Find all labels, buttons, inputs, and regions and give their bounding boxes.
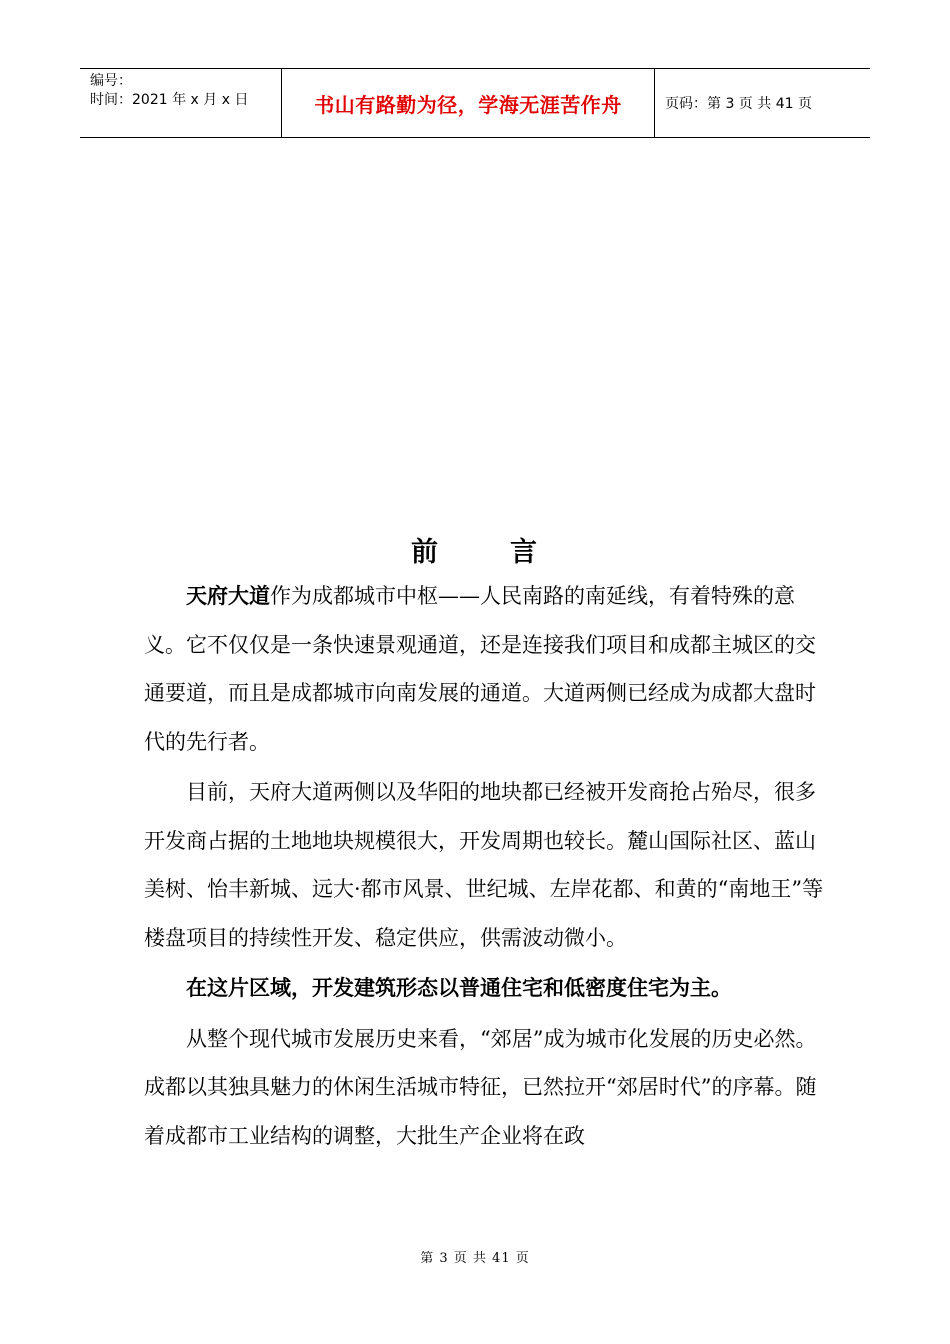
paragraph-3-emphasis: 在这片区域，开发建筑形态以普通住宅和低密度住宅为主。: [186, 975, 732, 1000]
page-footer: 第 3 页 共 41 页: [420, 1251, 530, 1266]
header-page-cell: [655, 69, 870, 137]
document-title: [0, 530, 950, 569]
serial-number-label: 编号：: [90, 73, 132, 89]
title-char-2: 言: [510, 537, 539, 568]
paragraph-1: [144, 572, 830, 766]
header-motto-cell: [282, 69, 655, 137]
document-body: [144, 572, 830, 1160]
paragraph-2: 目前，天府大道两侧以及华阳的地块都已经被开发商抢占殆尽，很多开发商占据的土地地块规模很大，开发周期也较长。麓山国际社区、蓝山美树、怡丰新城、远大·都市风景、世纪城、左岸花都、和黄的“南地王”等楼盘项目的持续性开发、稳定供应，供需波动微小。: [144, 780, 824, 950]
page-header: [80, 68, 870, 138]
motto-text: 书山有路勤为径，学海无涯苦作舟: [314, 92, 622, 117]
header-meta-cell: [80, 69, 282, 137]
paragraph-1-lead: 天府大道: [186, 583, 270, 608]
date-label: 时间：2021 年 x 月 x 日: [90, 92, 249, 108]
page-info-text: 页码：第 3 页 共 41 页: [665, 96, 812, 112]
title-char-1: 前: [411, 537, 440, 568]
paragraph-4: 从整个现代城市发展历史来看，“郊居”成为城市化发展的历史必然。成都以其独具魅力的休闲生活城市特征，已然拉开“郊居时代”的序幕。随着成都市工业结构的调整，大批生产企业将在政: [144, 1026, 817, 1148]
paragraph-1-text: 作为成都城市中枢——人民南路的南延线，有着特殊的意义。它不仅仅是一条快速景观通道，还是连接我们项目和成都主城区的交通要道，而且是成都城市向南发展的通道。大道两侧已经成为成都大盘时代的先行者。: [144, 584, 816, 754]
